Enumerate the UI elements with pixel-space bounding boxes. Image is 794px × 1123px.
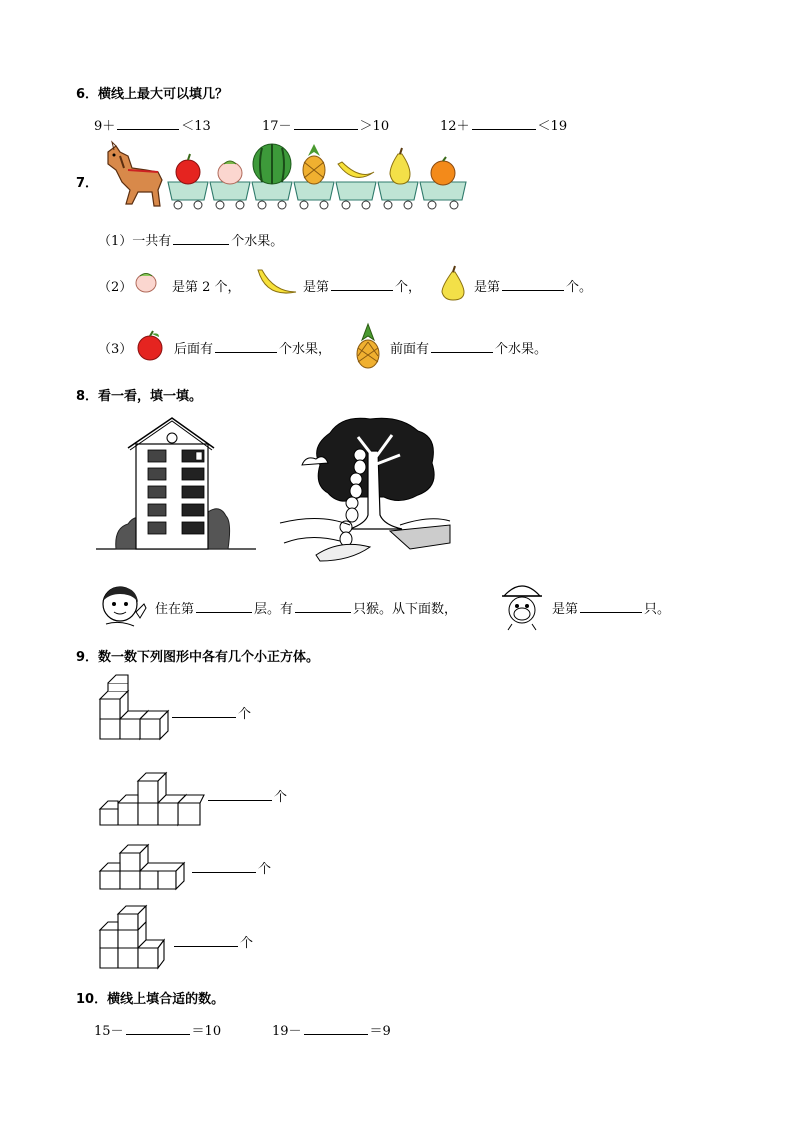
q6-number: 6． <box>76 87 99 102</box>
q8-text-a: 住在第 <box>155 602 195 617</box>
apple-icon <box>135 330 167 362</box>
q10-item-2-right: ＝9 <box>369 1024 391 1039</box>
q7-p2-text-c: 个， <box>395 280 422 295</box>
q7-p2-text-a: 是第 2 个， <box>172 280 241 295</box>
orange-icon <box>431 157 455 185</box>
q7-p3-group-c <box>390 338 547 357</box>
q8-title: 看一看，填一填。 <box>98 389 203 404</box>
cube-figure-3 <box>100 843 188 891</box>
watermelon-icon <box>253 144 291 184</box>
q9-answer-1 <box>170 703 251 722</box>
q8-text-c: 只猴。从下面数， <box>353 602 458 617</box>
q6-item-1 <box>94 115 211 134</box>
q9-blank-2[interactable] <box>208 787 272 801</box>
q7-p1-blank[interactable] <box>173 231 229 245</box>
q6-blank-1[interactable] <box>117 116 179 130</box>
q8-sentence-b <box>552 598 670 617</box>
q10-item-1 <box>94 1020 221 1039</box>
q9-answer-3 <box>190 858 271 877</box>
q8-sentence-a <box>155 598 457 617</box>
q6-blank-3[interactable] <box>472 116 536 130</box>
q6-title: 横线上最大可以填几？ <box>98 87 229 102</box>
q8-blank-floor[interactable] <box>196 599 252 613</box>
q8-blank-position[interactable] <box>580 599 642 613</box>
q6-item-2-right: ＞10 <box>359 119 390 134</box>
q7-number: 7． <box>76 176 99 191</box>
q6-item-2 <box>262 115 389 134</box>
q10-blank-1[interactable] <box>126 1021 190 1035</box>
q10-number: 10． <box>76 992 108 1007</box>
q9-blank-3[interactable] <box>192 859 256 873</box>
q7-p2-label: （2） <box>98 280 133 295</box>
peach-icon <box>134 270 158 294</box>
boy-icon <box>98 584 148 632</box>
monkey-hat-icon <box>500 580 544 630</box>
q7-p2-blank-2[interactable] <box>502 277 564 291</box>
peach-icon <box>218 161 242 184</box>
q6-item-3 <box>440 115 567 134</box>
q6-heading <box>76 83 228 102</box>
q7-p1-pre: 一共有 <box>132 234 172 249</box>
cube-figure-2 <box>100 761 205 827</box>
q10-item-2 <box>272 1020 391 1039</box>
q10-item-1-left: 15－ <box>94 1024 124 1039</box>
q7-p3-text-b: 个水果， <box>279 342 332 357</box>
q9-title: 数一数下列图形中各有几个小正方体。 <box>98 650 320 665</box>
q8-text-d: 是第 <box>552 602 579 617</box>
cube-figure-4 <box>100 904 166 970</box>
q7-p2-text-b: 是第 <box>303 280 330 295</box>
banana-icon <box>338 162 374 177</box>
q9-answer-2 <box>206 786 287 805</box>
train-cars <box>168 182 466 200</box>
q7-p3-blank-1[interactable] <box>215 339 277 353</box>
cube-figure-1 <box>100 677 170 741</box>
horse-icon <box>108 142 162 206</box>
q7-p2-text-d: 是第 <box>474 280 501 295</box>
q10-item-1-right: ＝10 <box>191 1024 222 1039</box>
q6-item-2-left: 17－ <box>262 119 292 134</box>
q7-p2-group-b <box>303 276 421 295</box>
building-illustration <box>96 416 258 552</box>
q9-unit-2: 个 <box>274 790 288 805</box>
q8-text-e: 只。 <box>644 602 671 617</box>
q6-item-1-left: 9＋ <box>94 119 116 134</box>
pineapple-icon <box>303 144 325 184</box>
pear-icon <box>390 148 410 184</box>
q7-p3-group-a <box>174 338 331 357</box>
q9-heading <box>76 646 319 665</box>
banana-icon <box>256 268 298 300</box>
q6-item-3-left: 12＋ <box>440 119 470 134</box>
pineapple-icon <box>354 324 382 370</box>
q8-heading <box>76 385 202 404</box>
q10-title: 横线上填合适的数。 <box>107 992 225 1007</box>
tree-monkeys-illustration <box>280 415 450 565</box>
q6-item-3-right: ＜19 <box>537 119 568 134</box>
q7-p1-post: 个水果。 <box>231 234 284 249</box>
q9-answer-4 <box>172 932 253 951</box>
q8-number: 8． <box>76 389 99 404</box>
q10-item-2-left: 19－ <box>272 1024 302 1039</box>
q10-heading <box>76 988 224 1007</box>
q7-p3-label: （3） <box>98 342 133 357</box>
q9-unit-4: 个 <box>240 936 254 951</box>
q10-blank-2[interactable] <box>304 1021 368 1035</box>
q7-p2-blank-1[interactable] <box>331 277 393 291</box>
q7-p3-blank-2[interactable] <box>431 339 493 353</box>
q7-p1-label: （1） <box>98 234 133 249</box>
q6-item-1-right: ＜13 <box>181 119 211 134</box>
q7-part-1 <box>98 230 283 249</box>
q7-p3-text-c: 前面有 <box>390 342 430 357</box>
q8-blank-monkeys[interactable] <box>295 599 351 613</box>
q8-text-b: 层。有 <box>254 602 294 617</box>
train-wheels <box>174 201 458 209</box>
q7-p2-group-d <box>474 276 592 295</box>
q7-p3-text-d: 个水果。 <box>495 342 548 357</box>
q7-p2-text-e: 个。 <box>566 280 593 295</box>
q9-unit-3: 个 <box>258 862 272 877</box>
q9-blank-4[interactable] <box>174 933 238 947</box>
q6-blank-2[interactable] <box>294 116 358 130</box>
q9-blank-1[interactable] <box>172 704 236 718</box>
q7-p3-text-a: 后面有 <box>174 342 214 357</box>
fruit-train-illustration <box>98 142 478 216</box>
q9-number: 9． <box>76 650 99 665</box>
q9-unit-1: 个 <box>238 707 252 722</box>
apple-icon <box>176 154 200 184</box>
pear-icon <box>438 266 468 302</box>
